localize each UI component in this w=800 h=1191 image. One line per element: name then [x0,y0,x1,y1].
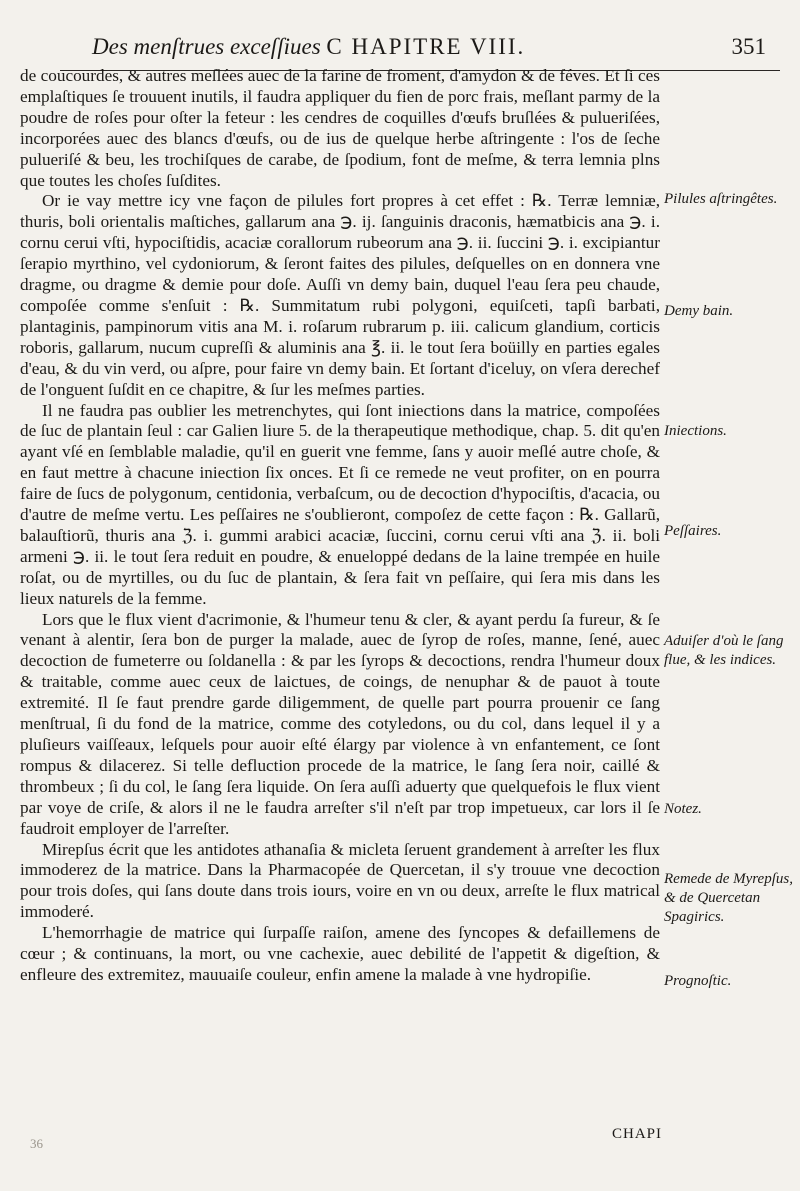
margin-note-pessaires: Peſſaires. [664,523,722,539]
page-number: 351 [731,34,766,59]
margin-note-aduiser: Aduiſer d'où le ſang flue, & les indices. [664,633,784,668]
margin-note-iniections: Iniections. [664,423,727,439]
paragraph: Il ne faudra pas oublier les metrenchytes, qui ſont iniections dans la matrice, compoſées de ſuc de plantain ſeul : car Galien liure 5. de la therapeutique methodique, chap. 5. dit qu'en ayant vſé en ſemblable maladie, qu'il en guerit vne femme, ſans y auoir meſlé autre choſe, & en faut mettre à chacune iniection ſix onces. Et ſi ce remede ne veut profiter, on en pourra faire de ſucs de polygonum, centidonia, verbaſcum, ou de decoction d'hypociſtis, d'acacia, ou d'autre de meſme vertu. Les peſſaires ne s'oublieront, compoſez de cette façon : ℞. Gallarũ, balauſtiorũ, thuris ana ℨ. i. gummi arabici acaciæ, ſuccini, cornu cerui vſti ana ℨ. ii. boli armeni ℈. ii. le tout ſera reduit en poudre, & enueloppé dedans de la laine trempée en huile roſat, ou de myrtilles, ou du ſuc de plantain, & ſera fait vn peſſaire, qui ſera mis dans les lieux naturels de la femme. [20,400,660,608]
paragraph: Lors que le flux vient d'acrimonie, & l'humeur tenu & cler, & ayant perdu ſa fureur, & ſe venant à alentir, ſera bon de purger la malade, auec de ſyrop de roſes, manne, ſené, auec decoction de fumeterre ou ſoldanella : & par les ſyrops & decoctions, rendra l'humeur doux & traitable, comme auec ceux de laictues, de coings, de nenuphar & de pauot à toute extremité. Il ſe faut prendre garde diligemment, de quelle part pourra prouenir ce ſang menſtrual, ſi du fond de la matrice, comme des cotyledons, ou du col, dans lequel il y a pluſieurs vaiſſeaux, leſquels pour auoir eſté élargy par violence à vn enfantement, ce ſont rompus & dilacerez. Si telle defluction procede de la matrice, le ſang ſera noir, caillé & thrombeux ; ſi du col, le ſang ſera liquide. On ſera auſſi aduerty que quelquefois le flux vient par voye de criſe, & alors il ne le faudra arreſter s'il n'eſt par trop impetueux, car lors il ſe faudroit employer de l'arreſter. [20,609,660,838]
chapter-label: C HAPITRE VIII. [326,34,526,59]
margin-note-prognostic: Prognoſtic. [664,973,732,989]
paragraph: Mirepſus écrit que les antidotes athanaſia & micleta ſeruent grandement à arreſter les flux immoderez de la matrice. Dans la Pharmacopée de Quercetan, il s'y trouue vne decoction pour trois doſes, qui ſans doute dans trois iours, voire en vn ou deux, arreſte le flux matrical immoderé. [20,839,660,922]
signature-mark: 36 [30,1136,43,1151]
margin-note-notez: Notez. [664,801,702,817]
running-title: Des menſtrues exceſſiues C HAPITRE VIII. [92,34,526,59]
paragraph: Or ie vay mettre icy vne façon de pilules fort propres à cet effet : ℞. Terræ lemniæ, thuris, boli orientalis maſtiches, gallarum ana ℈. ij. ſanguinis draconis, hæmatbicis ana ℈. i. cornu cerui vſti, hypociſtidis, acaciæ corallorum rubeorum ana ℈. ii. ſuccini ℈. i. excipiantur ſerapio myrthino, vel cydoniorum, & ſeront faites des pilules, deſquelles on en donnera vne dragme, ou dragme & demie pour doſe. Auſſi vn demy bain, duquel l'eau ſera peu chaude, compoſée comme s'enſuit : ℞. Summitatum rubi polygoni, equiſceti, tapſi barbati, plantaginis, pampinorum vitis ana M. i. roſarum rubrarum p. iii. calicum glandium, corticis roboris, gallarum, nucum cupreſſi & aluminis ana ℥. ii. le tout ſera boüilly en parties egales d'eau, & du vin verd, ou aſpre, pour faire vn demy bain. Et ſortant d'iceluy, on vſera derechef de l'onguent ſuſdit en ce chapitre, & ſur les meſmes parties. [20,191,660,399]
paragraph: de coucourdes, & autres meſlées auec de la farine de froment, d'amydon & de féves. Et ſi ces emplaſtiques ſe trouuent inutils, il faudra appliquer du fien de porc frais, meſlant parmy de la poudre de roſes pour oſter la feteur : les cendres de coquilles d'œufs bruſlées & pulueriſées, incorporées auec des blancs d'œufs, ou de ius de quelque herbe aſtringente : l'os de ſeche pulueriſé & beu, les trochiſques de carabe, de ſpodium, font de meſme, & terra lemnia plns que toutes les choſes ſuſdites. [20,66,660,190]
catchword: CHAPI [612,1126,663,1142]
margin-note-pilules: Pilules aſtringêtes. [664,191,778,207]
running-header [60,30,780,71]
body-text [20,66,660,986]
margin-note-remede: Remede de Myrepſus, & de Quercetan Spagirics. [664,871,793,925]
paragraph: L'hemorrhagie de matrice qui ſurpaſſe raiſon, amene des ſyncopes & defaillemens de cœur ; & continuans, la mort, ou vne cachexie, auec debilité de l'appetit & digeſtion, & enfleure des extremitez, mauuaiſe couleur, enfin amene la malade à vne hydropiſie. [20,923,660,984]
margin-note-demy-bain: Demy bain. [664,303,734,319]
